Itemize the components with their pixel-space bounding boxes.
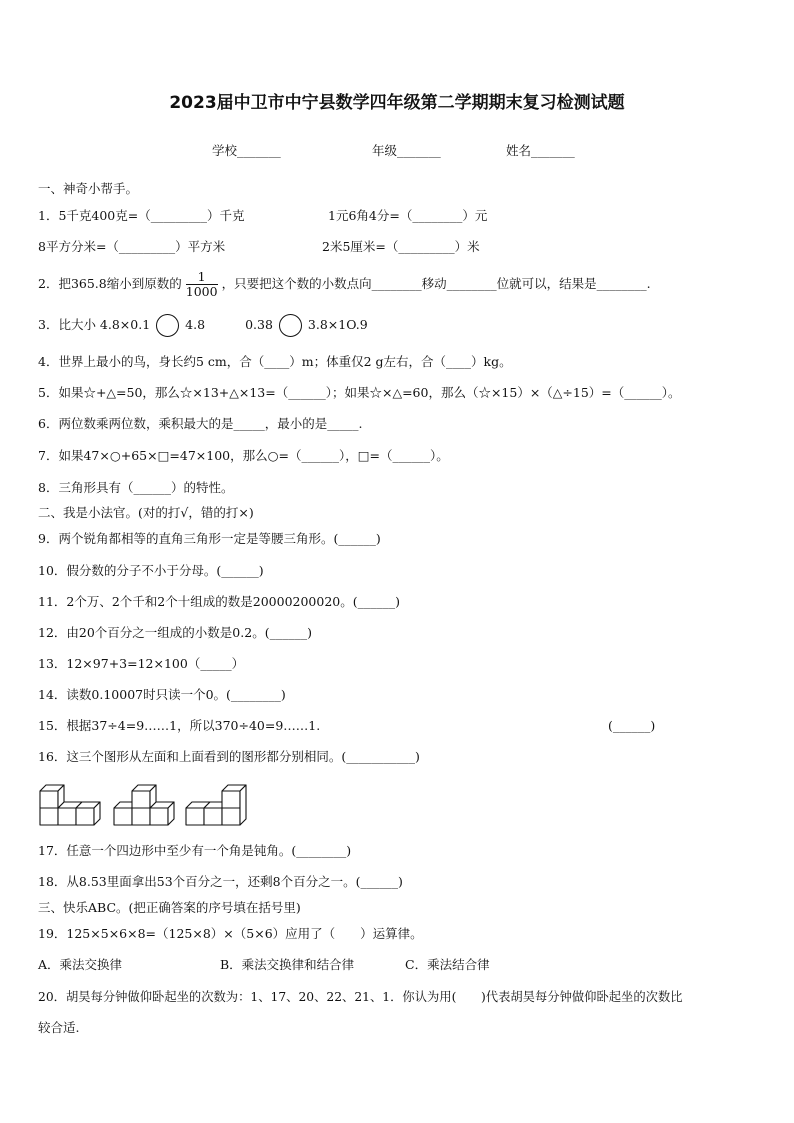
question-13: 13．12×97+3=12×100（_____） bbox=[38, 656, 245, 671]
question-4: 4．世界上最小的鸟，身长约5 cm，合（____）m；体重仅2 g左右，合（____）kg。 bbox=[38, 354, 512, 369]
question-1c: 8平方分米=（_________）平方米 bbox=[38, 239, 226, 254]
question-19-option-a[interactable]: A．乘法交换律 bbox=[38, 957, 123, 972]
question-3-value-1: 4.8 bbox=[185, 317, 206, 332]
question-3 bbox=[38, 313, 368, 337]
cube-figure-3 bbox=[186, 785, 246, 825]
question-19-option-b[interactable]: B．乘法交换律和结合律 bbox=[220, 957, 355, 972]
question-18: 18．从8.53里面拿出53个百分之一，还剩8个百分之一。(______) bbox=[38, 874, 403, 889]
fraction-denominator: 1000 bbox=[185, 284, 218, 299]
question-16: 16．这三个图形从左面和上面看到的图形都分别相同。(___________) bbox=[38, 749, 420, 764]
school-field: 学校_______ bbox=[212, 143, 281, 158]
question-2 bbox=[38, 269, 651, 299]
question-7: 7．如果47×○+65×□=47×100，那么○=（______），□=（______）。 bbox=[38, 448, 449, 463]
question-15-answer: (______) bbox=[608, 718, 656, 733]
question-2-suffix: ，只要把这个数的小数点向________移动________位就可以，结果是________. bbox=[221, 276, 651, 291]
compare-circle-1[interactable] bbox=[156, 314, 179, 337]
question-17: 17．任意一个四边形中至少有一个角是钝角。(________) bbox=[38, 843, 352, 858]
name-field: 姓名_______ bbox=[506, 143, 575, 158]
question-8: 8．三角形具有（______）的特性。 bbox=[38, 480, 234, 495]
question-3-value-2: 0.38 bbox=[245, 317, 273, 332]
cube-figure-1 bbox=[40, 785, 100, 825]
question-1b: 1元6角4分=（________）元 bbox=[328, 208, 488, 223]
fraction-numerator: 1 bbox=[186, 270, 218, 285]
question-5: 5．如果☆+△=50，那么☆×13+△×13=（______）；如果☆×△=60，那么（☆×15）×（△÷15）=（______）。 bbox=[38, 385, 681, 400]
question-10: 10．假分数的分子不小于分母。(______) bbox=[38, 563, 264, 578]
question-20: 20．胡昊每分钟做仰卧起坐的次数为：1、17、20、22、21、1．你认为用( )代表胡昊每分钟做仰卧起坐的次数比 bbox=[38, 990, 683, 1004]
question-11: 11．2个万、2个千和2个十组成的数是20000200020。(______) bbox=[38, 594, 401, 609]
fraction-one-thousandth bbox=[186, 270, 218, 299]
section-2-heading: 二、我是小法官。(对的打√，错的打×) bbox=[38, 505, 254, 520]
section-3-heading: 三、快乐ABC。(把正确答案的序号填在括号里) bbox=[38, 900, 301, 915]
grade-field: 年级_______ bbox=[372, 143, 441, 158]
question-2-prefix: 2．把365.8缩小到原数的 bbox=[38, 276, 182, 291]
compare-circle-2[interactable] bbox=[279, 314, 302, 337]
question-14: 14．读数0.10007时只读一个0。(________) bbox=[38, 687, 286, 702]
cube-figures bbox=[38, 780, 258, 828]
question-1a: 1．5千克400克=（_________）千克 bbox=[38, 208, 245, 223]
question-20-continued: 较合适. bbox=[38, 1020, 80, 1035]
question-19: 19．125×5×6×8=（125×8）×（5×6）应用了（ ）运算律。 bbox=[38, 926, 423, 941]
page-title: 2023届中卫市中宁县数学四年级第二学期期末复习检测试题 bbox=[169, 93, 625, 113]
section-1-heading: 一、神奇小帮手。 bbox=[38, 181, 139, 196]
question-6: 6．两位数乘两位数，乘积最大的是_____，最小的是_____. bbox=[38, 416, 363, 431]
question-19-option-c[interactable]: C．乘法结合律 bbox=[405, 957, 490, 972]
cube-figure-2 bbox=[114, 785, 174, 825]
question-3-prefix: 3．比大小 4.8×0.1 bbox=[38, 317, 151, 332]
question-1d: 2米5厘米=（_________）米 bbox=[322, 239, 480, 254]
question-9: 9．两个锐角都相等的直角三角形一定是等腰三角形。(______) bbox=[38, 531, 381, 546]
question-3-suffix: 3.8×1O.9 bbox=[307, 317, 368, 332]
question-15: 15．根据37÷4=9……1，所以370÷40=9……1. bbox=[38, 718, 321, 733]
question-12: 12．由20个百分之一组成的小数是0.2。(______) bbox=[38, 625, 312, 640]
